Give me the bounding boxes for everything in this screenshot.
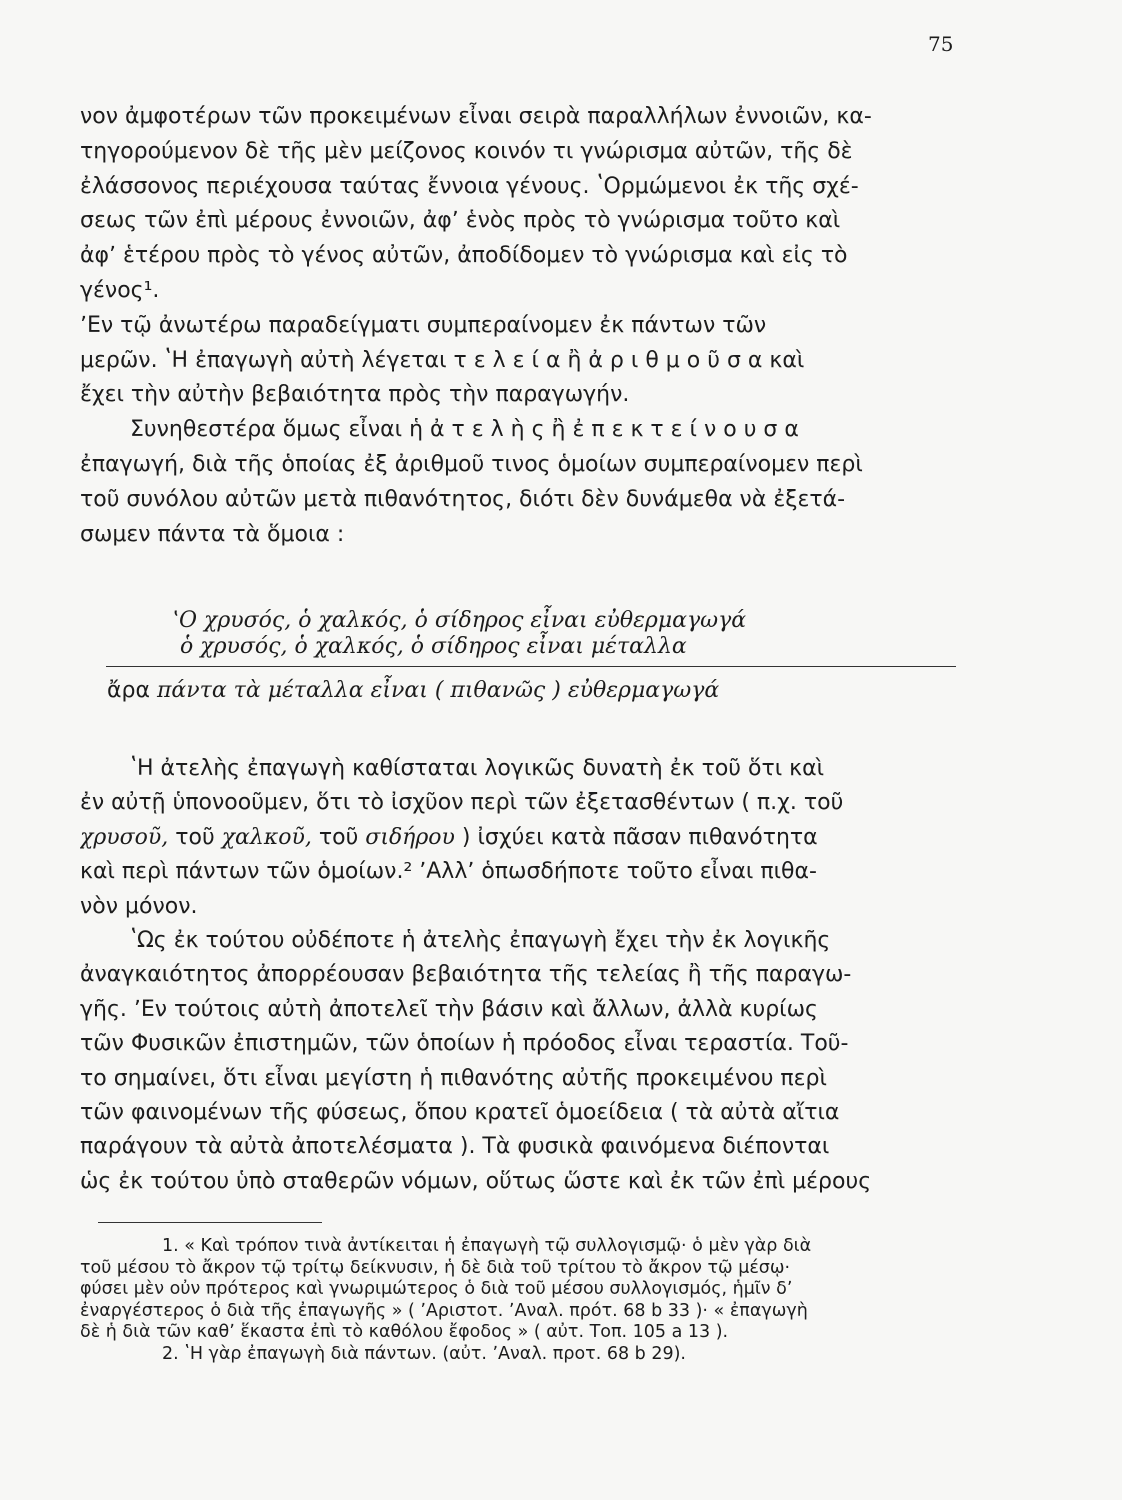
text-line: ʽΩς ἐκ τούτου οὐδέποτε ἡ ἀτελὴς ἐπαγωγὴ ἔχει τὴν ἐκ λογικῆς [130,927,831,953]
syllogism-premise-major: ʽΟ χρυσός, ὁ χαλκός, ὁ σίδηρος εἶναι εὐθερμαγωγά [172,608,747,633]
text-line: το σημαίνει, ὅτι εἶναι μεγίστη ἡ πιθανότης αὐτῆς προκειμένου περὶ [80,1065,827,1091]
italic-term: χαλκοῦ, [221,824,312,850]
text-line: τοῦ συνόλου αὐτῶν μετὰ πιθανότητος, διότι δὲν δυνάμεθα νὰ ἐξετά- [80,486,846,512]
text-line: ἐλάσσονος περιέχουσα ταύτας ἔννοια γένους. ʽΟρμώμενοι ἐκ τῆς σχέ- [80,173,859,199]
text-line: γῆς. ʼΕν τούτοις αὐτὴ ἀποτελεῖ τὴν βάσιν καὶ ἄλλων, ἀλλὰ κυρίως [80,996,818,1022]
text-line: νον ἀμφοτέρων τῶν προκειμένων εἶναι σειρὰ παραλλήλων ἐννοιῶν, κα- [80,104,872,129]
footnote-line: 1. « Καὶ τρόπον τινὰ ἀντίκειται ἡ ἐπαγωγὴ τῷ συλλογισμῷ· ὁ μὲν γὰρ διὰ [162,1236,812,1256]
syllogism-conclusion [107,678,719,703]
text-line: Συνηθεστέρα ὅμως εἶναι ἡ ἀ τ ε λ ὴ ς ἢ ἐ π ε κ τ ε ί ν ο υ σ α [130,417,799,443]
text-line: τῶν Φυσικῶν ἐπιστημῶν, τῶν ὁποίων ἡ πρόοδος εἶναι τεραστία. Τοῦ- [80,1031,849,1057]
body-text-bottom [80,752,968,1199]
text-line: σωμεν πάντα τὰ ὅμοια : [80,521,345,547]
italic-term: σιδήρου [365,824,455,850]
text-line: καὶ περὶ πάντων τῶν ὁμοίων.² ʼΑλλʼ ὁπωσδήποτε τοῦτο εἶναι πιθα- [80,859,817,885]
footnote-line: δὲ ἡ διὰ τῶν καθʼ ἕκαστα ἐπὶ τὸ καθόλου ἔφοδος » ( αὐτ. Τοπ. 105 a 13 ). [80,1322,729,1342]
text-line: ἐπαγωγή, διὰ τῆς ὁποίας ἐξ ἀριθμοῦ τινος ὁμοίων συμπεραίνομεν περὶ [80,451,863,477]
body-text-top [80,100,968,552]
text-line: ἀφʼ ἑτέρου πρὸς τὸ γένος αὐτῶν, ἀποδίδομεν τὸ γνώρισμα καὶ εἰς τὸ [80,243,848,269]
text-line: τῶν φαινομένων τῆς φύσεως, ὅπου κρατεῖ ὁμοείδεια ( τὰ αὐτὰ αἴτια [80,1099,840,1125]
text-line: ʽΗ ἀτελὴς ἐπαγωγὴ καθίσταται λογικῶς δυνατὴ ἐκ τοῦ ὅτι καὶ [130,756,825,781]
text-line: ἐν αὐτῇ ὑπονοοῦμεν, ὅτι τὸ ἰσχῦον περὶ τῶν ἐξετασθέντων ( π.χ. τοῦ [80,790,844,816]
conclusion-body: πάντα τὰ μέταλλα εἶναι ( πιθανῶς ) εὐθερμαγωγά [156,678,720,703]
text-line: μερῶν. ʽΗ ἐπαγωγὴ αὐτὴ λέγεται τ ε λ ε ί α ἢ ἀ ρ ι θ μ ο ῦ σ α καὶ [80,347,805,373]
footnote-line: 2. ʽΗ γὰρ ἐπαγωγὴ διὰ πάντων. (αὐτ. ʼΑναλ. προτ. 68 b 29). [162,1343,686,1364]
footnote-line: ἐναργέστερος ὁ διὰ τῆς ἐπαγωγῆς » ( ʼΑριστοτ. ʼΑναλ. πρότ. 68 b 33 )· « ἐπαγωγὴ [80,1300,808,1321]
text-line: τηγορούμενον δὲ τῆς μὲν μείζονος κοινόν τι γνώρισμα αὐτῶν, τῆς δὲ [80,138,853,164]
text-line: ὡς ἐκ τούτου ὑπὸ σταθερῶν νόμων, οὕτως ὥστε καὶ ἐκ τῶν ἐπὶ μέρους [80,1168,872,1194]
conclusion-lead: ἄρα [107,678,150,703]
text-span: τοῦ [311,824,366,850]
text-line: γένος¹. [80,277,160,303]
text-line: σεως τῶν ἐπὶ μέρους ἐννοιῶν, ἀφʼ ἑνὸς πρὸς τὸ γνώρισμα τοῦτο καὶ [80,208,841,234]
text-span: τοῦ [168,824,222,850]
footnote-divider [98,1222,322,1223]
text-line: ʼΕν τῷ ἀνωτέρω παραδείγματι συμπεραίνομεν ἐκ πάντων τῶν [80,312,767,338]
page-number: 75 [928,32,954,56]
text-span: ) ἰσχύει κατὰ πᾶσαν πιθανότητα [454,824,818,850]
footnote-line: τοῦ μέσου τὸ ἄκρον τῷ τρίτῳ δείκνυσιν, ἡ δὲ διὰ τοῦ τρίτου τὸ ἄκρον τῷ μέσῳ· [80,1257,791,1278]
footnote-line: φύσει μὲν οὖν πρότερος καὶ γνωριμώτερος ὁ διὰ τοῦ μέσου συλλογισμός, ἡμῖν δʼ [80,1279,793,1299]
text-line: νὸν μόνον. [80,893,198,919]
italic-term: χρυσοῦ, [80,824,169,850]
text-line: ἔχει τὴν αὐτὴν βεβαιότητα πρὸς τὴν παραγωγήν. [80,382,630,408]
footnotes [80,1236,970,1365]
text-line: παράγουν τὰ αὐτὰ ἀποτελέσματα ). Τὰ φυσικὰ φαινόμενα διέπονται [80,1134,830,1160]
text-line: ἀναγκαιότητος ἀπορρέουσαν βεβαιότητα τῆς τελείας ἢ τῆς παραγω- [80,962,852,988]
syllogism-divider [106,666,956,667]
syllogism-premise-minor: ὁ χρυσός, ὁ χαλκός, ὁ σίδηρος εἶναι μέταλλα [180,634,687,659]
text-line [80,821,968,855]
